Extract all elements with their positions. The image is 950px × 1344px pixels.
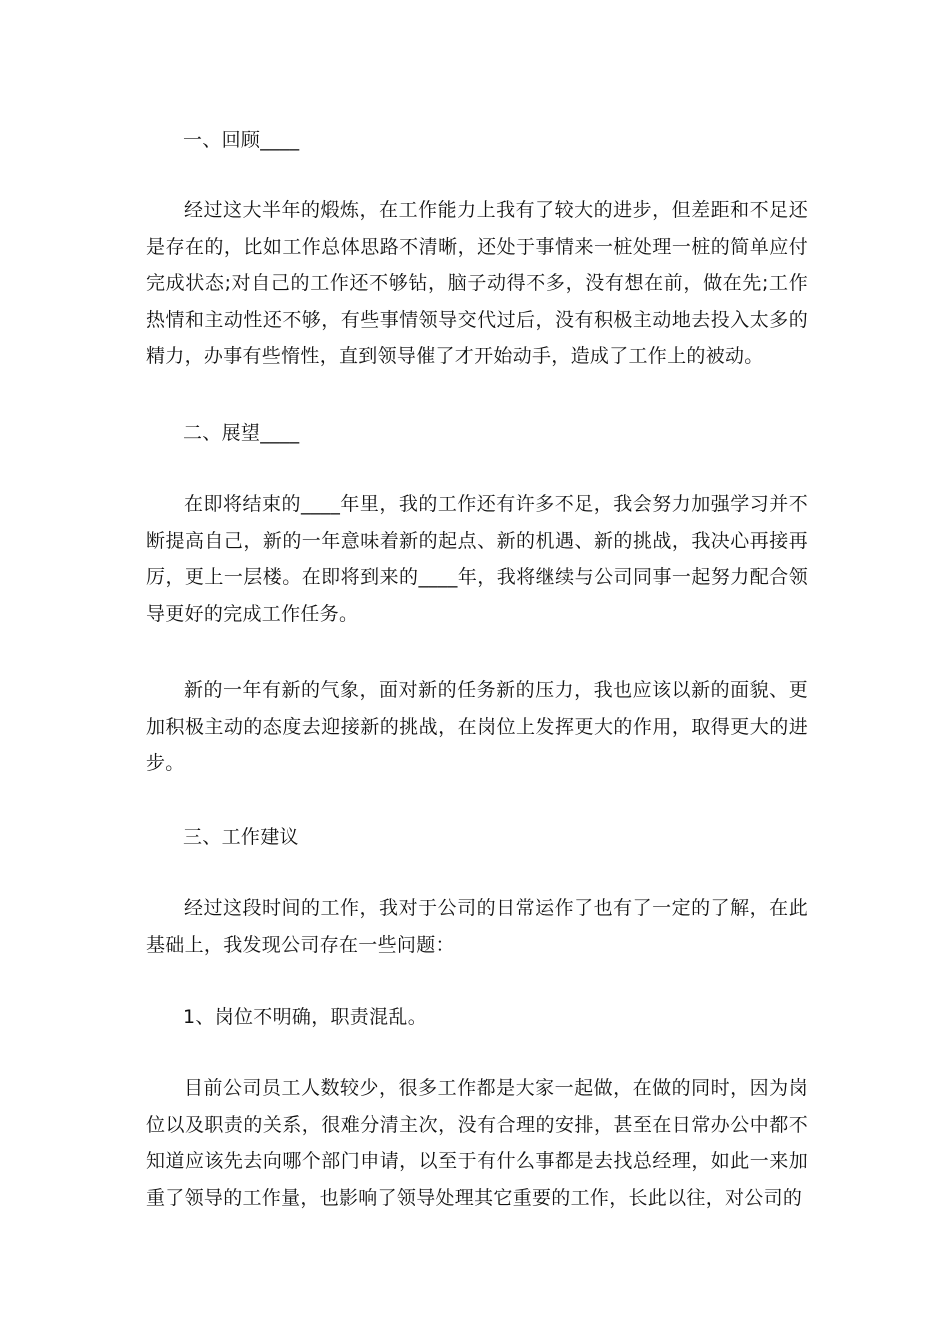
section-heading-review: 一、回顾____ bbox=[183, 129, 300, 151]
paragraph-outlook: 在即将结束的____年里，我的工作还有许多不足，我会努力加强学习并不断提高自己，新的一年意味着新的起点、新的机遇、新的挑战，我决心再接再厉，更上一层楼。在即将到来的____年，我将继续与公司同事一起努力配合领导更好的完成工作任务。 bbox=[146, 493, 808, 625]
list-item-heading-1: 1、岗位不明确，职责混乱。 bbox=[183, 1006, 427, 1028]
paragraph-issue-1: 目前公司员工人数较少，很多工作都是大家一起做，在做的同时，因为岗位以及职责的关系，很难分清主次，没有合理的安排，甚至在日常办公中都不知道应该先去向哪个部门申请，以至于有什么事都是去找总经理，如此一来加重了领导的工作量，也影响了领导处理其它重要的工作，长此以往，对公司的 bbox=[146, 1077, 808, 1209]
paragraph-review: 经过这大半年的煅炼，在工作能力上我有了较大的进步，但差距和不足还是存在的，比如工作总体思路不清晰，还处于事情来一桩处理一桩的简单应付完成状态;对自己的工作还不够钻，脑子动得不多，没有想在前，做在先;工作热情和主动性还不够，有些事情领导交代过后，没有积极主动地去投入太多的精力，办事有些惰性，直到领导催了才开始动手，造成了工作上的被动。 bbox=[146, 199, 808, 367]
section-heading-suggestions: 三、工作建议 bbox=[183, 826, 299, 848]
section-heading-outlook: 二、展望____ bbox=[183, 422, 300, 444]
paragraph-suggestions-intro: 经过这段时间的工作，我对于公司的日常运作了也有了一定的了解，在此基础上，我发现公司存在一些问题： bbox=[146, 897, 808, 956]
paragraph-new-year: 新的一年有新的气象，面对新的任务新的压力，我也应该以新的面貌、更加积极主动的态度去迎接新的挑战，在岗位上发挥更大的作用，取得更大的进步。 bbox=[146, 679, 808, 774]
